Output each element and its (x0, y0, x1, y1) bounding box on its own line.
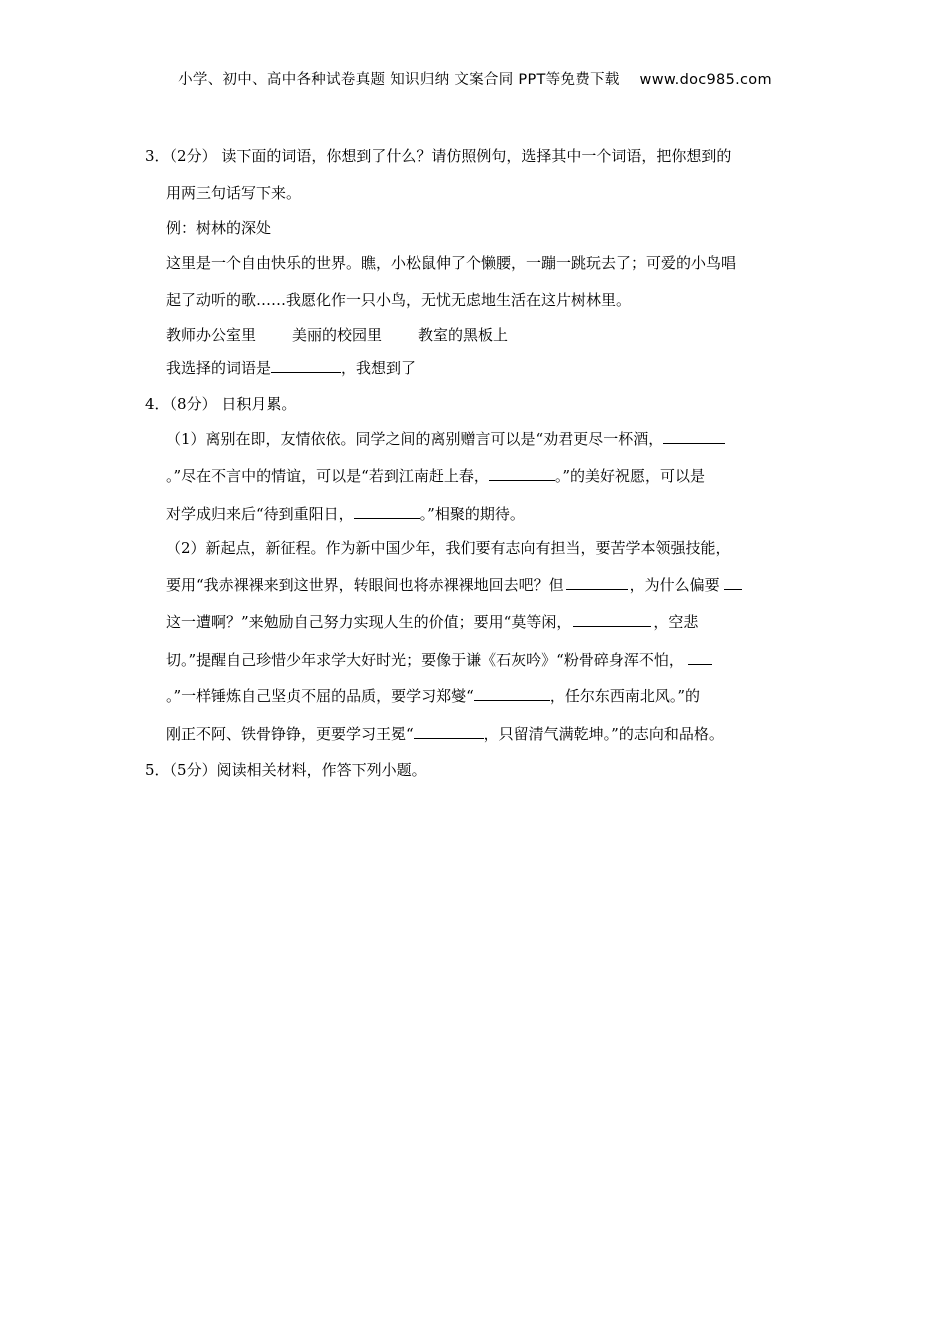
fill-blank[interactable] (663, 429, 725, 444)
question-score: （5分） (169, 761, 217, 779)
text: 。”一样锤炼自己坚贞不屈的品质，要学习郑燮“ (166, 687, 474, 705)
fill-blank[interactable] (566, 575, 628, 590)
question-number: 3． (145, 147, 170, 165)
text: ，任尔东西南北风。”的 (549, 687, 701, 705)
option-3: 教室的黑板上 (418, 326, 509, 344)
question-3-line-1 (145, 146, 731, 166)
text: ，为什么偏要 (629, 576, 720, 594)
text: ，只留清气满乾坤。”的志向和品格。 (483, 725, 724, 743)
text: ，空悲 (653, 613, 699, 631)
fill-blank[interactable] (688, 650, 712, 665)
answer-line (166, 358, 416, 378)
question-3-line-2: 用两三句话写下来。 (166, 184, 302, 202)
fill-blank[interactable] (414, 724, 484, 739)
question-text: 阅读相关材料，作答下列小题。 (216, 761, 427, 779)
page-header (0, 68, 950, 89)
fill-blank[interactable] (354, 504, 420, 519)
q4-p1-line-3 (166, 504, 525, 524)
word-options (166, 325, 508, 345)
q4-p2-line-2 (166, 575, 742, 595)
fill-blank[interactable] (474, 686, 550, 701)
question-score: （2分） (169, 147, 217, 165)
text: 对学成归来后“待到重阳日， (166, 505, 354, 523)
question-number: 5． (145, 761, 170, 779)
q4-p1-line-2 (166, 466, 705, 486)
text: 刚正不阿、铁骨铮铮，更要学习王冕“ (166, 725, 414, 743)
q4-p2-line-3 (166, 612, 698, 632)
text: 要用“我赤裸裸来到这世界，转眼间也将赤裸裸地回去吧？但 (166, 576, 564, 594)
text: 切。”提醒自己珍惜少年求学大好时光；要像于谦《石灰吟》“粉骨碎身浑不怕， (166, 651, 684, 669)
question-text: 读下面的词语，你想到了什么？请仿照例句，选择其中一个词语，把你想到的 (221, 147, 732, 165)
answer-prefix: 我选择的词语是 (166, 359, 272, 377)
text: 这一遭啊？”来勉励自己努力实现人生的价值；要用“莫等闲， (166, 613, 572, 631)
option-2: 美丽的校园里 (292, 326, 383, 344)
header-url[interactable]: www.doc985.com (639, 72, 772, 88)
question-5-heading (145, 760, 427, 780)
question-number: 4． (145, 395, 170, 413)
text: 。”的美好祝愿，可以是 (554, 467, 706, 485)
header-text: 小学、初中、高中各种试卷真题 知识归纳 文案合同 PPT等免费下载 (178, 72, 620, 88)
fill-blank[interactable] (724, 575, 742, 590)
fill-blank[interactable] (489, 466, 555, 481)
example-label: 例：树林的深处 (166, 219, 272, 237)
text: 。”尽在不言中的情谊，可以是“若到江南赶上春， (166, 467, 489, 485)
question-4-heading (145, 394, 296, 414)
q4-p2-line-5 (166, 686, 700, 706)
question-score: （8分） (169, 395, 217, 413)
example-line-2: 起了动听的歌……我愿化作一只小鸟，无忧无虑地生活在这片树林里。 (166, 291, 632, 309)
question-title: 日积月累。 (221, 395, 297, 413)
q4-p1-line-1 (166, 429, 725, 449)
q4-p2-line-6 (166, 724, 724, 744)
answer-suffix: ，我想到了 (341, 359, 417, 377)
text: （1）离别在即，友情依依。同学之间的离别赠言可以是“劝君更尽一杯酒， (166, 430, 664, 448)
example-line-1: 这里是一个自由快乐的世界。瞧，小松鼠伸了个懒腰，一蹦一跳玩去了；可爱的小鸟唱 (166, 254, 737, 272)
fill-blank[interactable] (573, 612, 651, 627)
text: 。”相聚的期待。 (419, 505, 525, 523)
q4-p2-line-1: （2）新起点，新征程。作为新中国少年，我们要有志向有担当，要苦学本领强技能， (166, 539, 731, 557)
option-1: 教师办公室里 (166, 326, 257, 344)
q4-p2-line-4 (166, 650, 712, 670)
answer-blank[interactable] (271, 358, 341, 373)
